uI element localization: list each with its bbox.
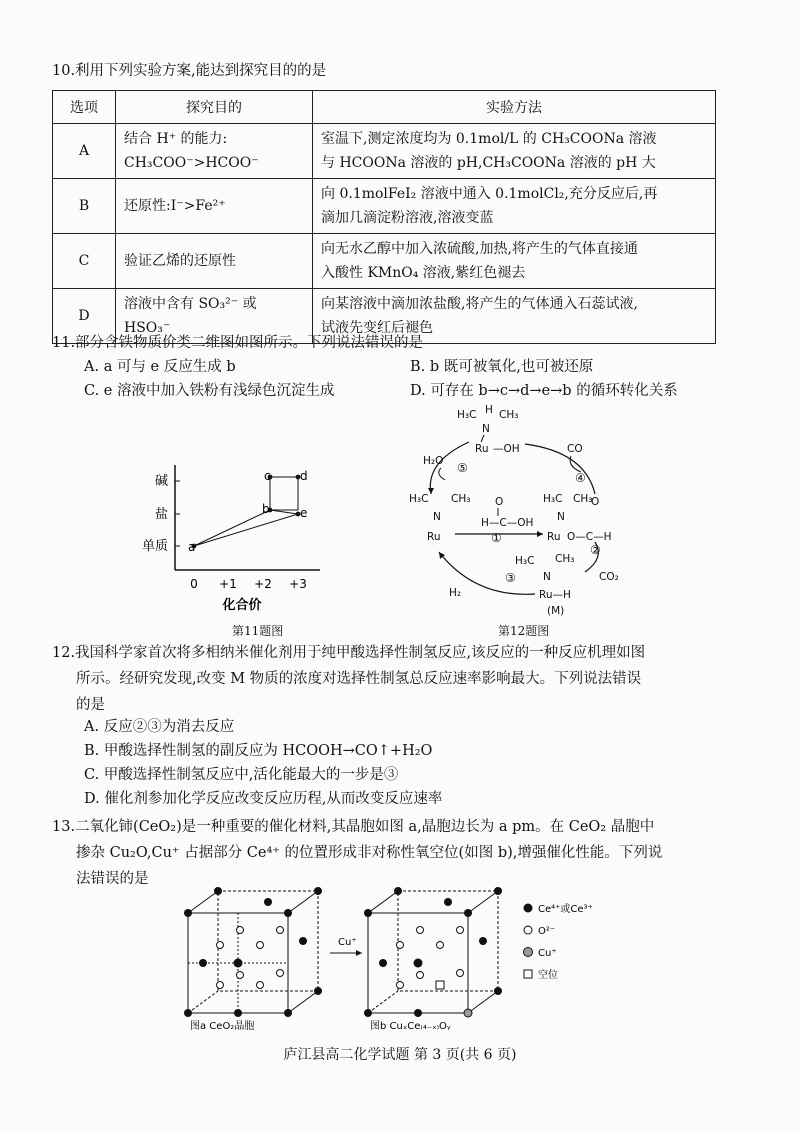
o-ion (397, 942, 404, 949)
ce-ion (444, 898, 452, 906)
x-tick-2: +2 (254, 577, 272, 591)
ce-ion (464, 909, 472, 917)
row-goal: 还原性:I⁻>Fe²⁺ (116, 179, 313, 234)
method-line: 向无水乙醇中加入浓硫酸,加热,将产生的气体直接通 (321, 241, 638, 257)
row-method (313, 234, 716, 289)
species-h2o: H₂O (423, 455, 444, 467)
right-ru: Ru (547, 531, 561, 543)
legend-ce: Ce⁴⁺或Ce³⁺ (538, 904, 593, 915)
table-row-c (53, 234, 716, 289)
right-n: N (557, 511, 565, 523)
m-label: (M) (547, 605, 565, 617)
step-3: ③ (505, 571, 516, 585)
ce-ion (494, 987, 502, 995)
fig13-caption-b: 图b CuₓCe₍₄₋ₓ₎Oᵧ (370, 1021, 451, 1032)
fig13-legend (520, 898, 630, 988)
col-header-option: 选项 (53, 91, 116, 124)
row-method (313, 179, 716, 234)
legend-cu-icon (524, 948, 533, 957)
method-line: 入酸性 KMnO₄ 溶液,紫红色褪去 (321, 265, 526, 281)
ce-ion (264, 898, 272, 906)
species-h2: H₂ (449, 587, 462, 599)
y-label-salt: 盐 (154, 507, 168, 522)
label-b: b (262, 502, 270, 516)
arrow-head (356, 950, 362, 956)
step-5: ⑤ (457, 461, 468, 475)
left-h3c: H₃C (409, 493, 429, 505)
table-row-a (53, 124, 716, 179)
q12-option-d: D. 催化剂参加化学反应改变反应历程,从而改变反应速率 (84, 791, 443, 807)
top-ru-oh: Ru (475, 443, 489, 455)
ce-ion (414, 1009, 422, 1017)
o-ion (397, 982, 404, 989)
y-label-element: 单质 (141, 539, 168, 554)
left-ru: Ru (427, 531, 441, 543)
m-ch3: CH₃ (555, 553, 575, 565)
top-ch3: CH₃ (499, 409, 519, 421)
ce-ion (414, 959, 423, 968)
vacancy (436, 981, 444, 989)
cell-b (364, 887, 502, 1017)
q12-stem-line3: 的是 (76, 697, 105, 713)
link-a-e (194, 514, 298, 546)
q12-stem-line1: 12.我国科学家首次将多相纳米催化剂用于纯甲酸选择性制氢反应,该反应的一种反应机理如图 (52, 645, 646, 661)
q11-option-c: C. e 溶液中加入铁粉有浅绿色沉淀生成 (84, 383, 335, 399)
o-ion (257, 942, 264, 949)
q13-stem-line1: 13.二氧化铈(CeO₂)是一种重要的催化材料,其晶胞如图 a,晶胞边长为 a pm。在 CeO₂ 晶胞中 (52, 819, 655, 835)
ce-ion (494, 887, 502, 895)
ce-ion (284, 1009, 292, 1017)
h2o-arrow (439, 468, 445, 480)
legend-ce-icon (524, 904, 533, 913)
box-b-c-d-e (270, 477, 298, 510)
q10-stem: 10.利用下列实验方案,能达到探究目的的是 (52, 63, 327, 79)
formic-o: O (495, 496, 504, 508)
co-arrow (570, 456, 581, 472)
edge (468, 891, 498, 913)
cell-a (184, 887, 322, 1017)
x-tick-0: 0 (190, 577, 198, 591)
q12-option-b: B. 甲酸选择性制氢的副反应为 HCOOH→CO↑+H₂O (84, 743, 433, 759)
row-goal: 溶液中含有 SO₃²⁻ 或 HSO₃⁻ (116, 289, 313, 344)
right-h3c: H₃C (543, 493, 563, 505)
ce-ion (184, 1009, 192, 1017)
edge (188, 891, 218, 913)
legend-cu: Cu⁺ (538, 948, 557, 959)
col-header-goal: 探究目的 (116, 91, 313, 124)
o-ion (457, 927, 464, 934)
o-ion (217, 942, 224, 949)
left-n: N (433, 511, 441, 523)
species-co2: CO₂ (599, 571, 619, 583)
row-goal (116, 124, 313, 179)
species-co: CO (567, 443, 583, 455)
method-line: 向 0.1molFeI₂ 溶液中通入 0.1molCl₂,充分反应后,再 (321, 186, 658, 202)
q12-option-a: A. 反应②③为消去反应 (84, 719, 235, 735)
row-goal: 验证乙烯的还原性 (116, 234, 313, 289)
ce-ion (214, 887, 222, 895)
o-ion (237, 972, 244, 979)
q11-option-b: B. b 既可被氧化,也可被还原 (410, 359, 594, 375)
m-ru-h: Ru—H (539, 589, 571, 601)
fig12-caption: 第12题图 (498, 624, 550, 638)
edge (188, 991, 218, 1013)
label-a: a (188, 540, 196, 554)
step-4: ④ (575, 471, 586, 485)
top-n: N (482, 423, 490, 435)
ce-ion (199, 959, 207, 967)
x-tick-3: +3 (289, 577, 307, 591)
top-oh: —OH (493, 443, 520, 455)
link-a-b (194, 510, 270, 546)
q12-option-c: C. 甲酸选择性制氢反应中,活化能最大的一步是③ (84, 767, 399, 783)
ce-ion (234, 1009, 242, 1017)
formate-o: O (591, 496, 600, 508)
fig11-valence-diagram (130, 455, 340, 615)
q13-stem-line2: 掺杂 Cu₂O,Cu⁺ 占据部分 Ce⁴⁺ 的位置形成非对称性氧空位(如图 b),增强催化性能。下列说 (76, 845, 663, 861)
label-c: c (264, 469, 271, 483)
formate: O—C—H (567, 531, 612, 543)
table-header-row (53, 91, 716, 124)
edge (288, 991, 318, 1013)
q12-stem-line2: 所示。经研究发现,改变 M 物质的浓度对选择性制氢总反应速率影响最大。下列说法错误 (76, 671, 642, 687)
o-ion (417, 927, 424, 934)
legend-vacancy-icon (524, 970, 532, 978)
q11-stem: 11.部分含铁物质价类二维图如图所示。下列说法错误的是 (52, 335, 424, 351)
o-ion (457, 970, 464, 977)
row-key: A (53, 124, 116, 179)
method-line: 滴加几滴淀粉溶液,溶液变蓝 (321, 210, 494, 226)
link-b-e (270, 510, 298, 514)
col-header-method: 实验方法 (313, 91, 716, 124)
ce-ion (479, 937, 487, 945)
o-ion (237, 927, 244, 934)
q13-stem-line3: 法错误的是 (76, 871, 149, 887)
method-line: 室温下,测定浓度均为 0.1mol/L 的 CH₃COONa 溶液 (321, 131, 657, 147)
arrow-head (428, 488, 434, 494)
method-line: 向某溶液中滴加浓盐酸,将产生的气体通入石蕊试液, (321, 296, 638, 312)
goal-line: 结合 H⁺ 的能力: (124, 131, 228, 147)
x-tick-1: +1 (219, 577, 237, 591)
row-key: C (53, 234, 116, 289)
formic-acid: H—C—OH (481, 517, 534, 529)
method-line: 试液先变红后褪色 (321, 320, 433, 336)
arrow-label: Cu⁺ (338, 937, 357, 948)
ce-ion (184, 909, 192, 917)
o-ion (277, 970, 284, 977)
step-1: ① (491, 531, 502, 545)
legend-vacancy: 空位 (538, 970, 558, 981)
step-2: ② (590, 543, 601, 557)
arrow-head (537, 531, 543, 537)
edge (368, 891, 398, 913)
goal-line: CH₃COO⁻>HCOO⁻ (124, 155, 259, 171)
fig13-caption-a: 图a CeO₂晶胞 (190, 1021, 255, 1032)
ce-ion (364, 1009, 372, 1017)
ce-ion (234, 959, 243, 968)
m-n: N (543, 571, 551, 583)
row-method (313, 124, 716, 179)
q11-option-a: A. a 可与 e 反应生成 b (84, 359, 236, 375)
label-d: d (300, 469, 308, 483)
left-ch3: CH₃ (451, 493, 471, 505)
arrow-step-4 (525, 444, 595, 494)
right-ch3: CH₃ (573, 493, 593, 505)
o-ion (277, 927, 284, 934)
edge (288, 891, 318, 913)
ce-ion (314, 887, 322, 895)
o-ion (417, 972, 424, 979)
x-axis-label: 化合价 (222, 598, 262, 613)
y-label-base: 碱 (154, 474, 168, 489)
top-h3c: H₃C (457, 409, 477, 421)
experiment-table (52, 90, 716, 344)
bond (481, 435, 484, 442)
method-line: 与 HCOONa 溶液的 pH,CH₃COONa 溶液的 pH 大 (321, 155, 656, 171)
o-ion (257, 982, 264, 989)
legend-o-icon (524, 926, 532, 934)
row-key: B (53, 179, 116, 234)
label-e: e (300, 506, 308, 520)
legend-o: O²⁻ (538, 926, 556, 937)
top-h: H (485, 404, 493, 416)
o-ion (437, 942, 444, 949)
edge (468, 991, 498, 1013)
ce-ion (284, 909, 292, 917)
row-key: D (53, 289, 116, 344)
ce-ion (364, 909, 372, 917)
page-footer: 庐江县高二化学试题 第 3 页(共 6 页) (283, 1047, 517, 1063)
ce-ion (379, 959, 387, 967)
cu-ion (464, 1009, 472, 1017)
fig11-caption: 第11题图 (232, 624, 284, 638)
ce-ion (314, 987, 322, 995)
edge (368, 991, 398, 1013)
o-ion (217, 982, 224, 989)
ce-ion (394, 887, 402, 895)
ce-ion (299, 937, 307, 945)
m-h3c: H₃C (515, 555, 535, 567)
table-row-b (53, 179, 716, 234)
fig12-catalytic-cycle (395, 402, 725, 622)
q11-option-d: D. 可存在 b→c→d→e→b 的循环转化关系 (410, 383, 678, 399)
